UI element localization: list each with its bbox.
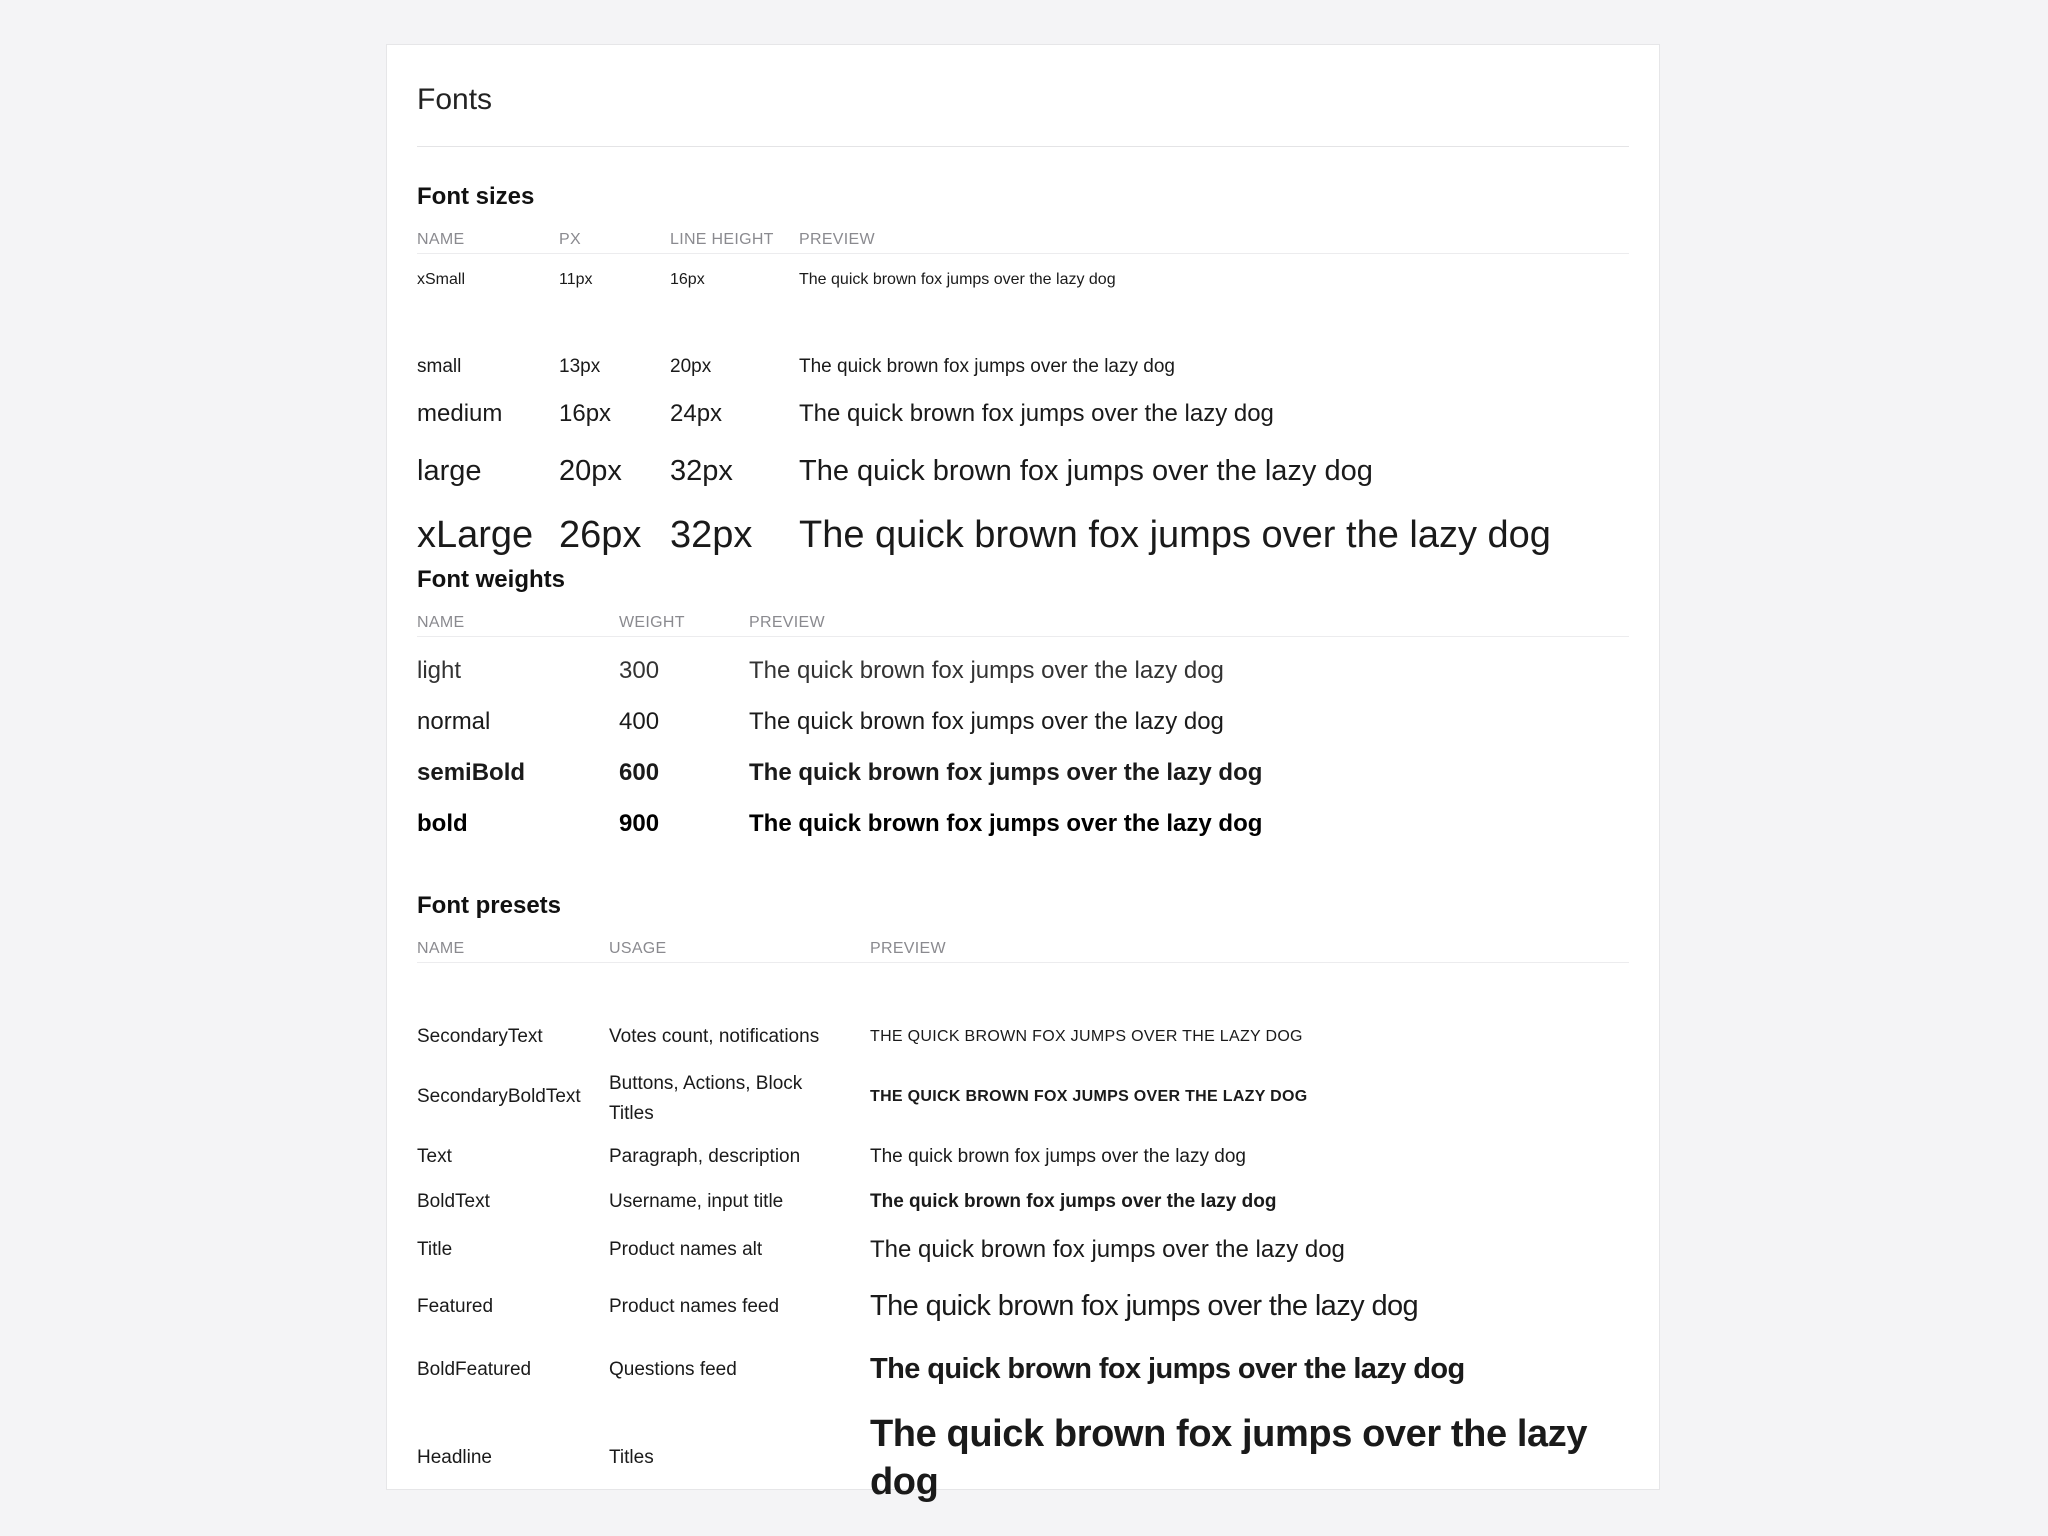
font-size-px: 16px (559, 400, 612, 427)
font-weights-col-weight: WEIGHT (619, 614, 685, 631)
font-weight-value: 900 (619, 810, 660, 837)
font-preset-usage: Product names feed (609, 1296, 780, 1317)
font-size-name: xSmall (417, 271, 466, 288)
font-presets-title: Font presets (417, 892, 562, 919)
font-sizes-title: Font sizes (417, 183, 535, 210)
font-weight-preview: The quick brown fox jumps over the lazy dog (749, 708, 1224, 735)
font-preset-preview: The quick brown fox jumps over the lazy dog (870, 1413, 1588, 1503)
font-weight-preview: The quick brown fox jumps over the lazy dog (749, 810, 1263, 837)
font-size-line-height: 32px (670, 514, 753, 556)
font-weight-name: normal (417, 708, 491, 735)
font-preset-preview: The quick brown fox jumps over the lazy dog (870, 1236, 1345, 1263)
font-size-px: 11px (559, 271, 593, 288)
font-preset-preview: The quick brown fox jumps over the lazy dog (870, 1353, 1465, 1385)
font-preset-preview: The quick brown fox jumps over the lazy dog (870, 1290, 1419, 1322)
font-size-preview: The quick brown fox jumps over the lazy dog (799, 356, 1175, 377)
font-weights-col-name: NAME (417, 614, 465, 631)
page-title: Fonts (417, 83, 493, 116)
font-preset-usage: Titles (609, 1447, 654, 1468)
font-sizes-col-px: PX (559, 231, 581, 248)
font-presets-col-preview: PREVIEW (870, 940, 946, 957)
font-preset-usage: Questions feed (609, 1359, 737, 1380)
font-weight-value: 600 (619, 759, 660, 786)
font-weight-value: 400 (619, 708, 660, 735)
font-presets-header-divider (417, 962, 1629, 963)
font-size-line-height: 20px (670, 356, 712, 377)
font-size-name: medium (417, 400, 503, 427)
fonts-card (386, 44, 1660, 1503)
font-preset-preview: THE QUICK BROWN FOX JUMPS OVER THE LAZY DOG (870, 1088, 1308, 1105)
font-size-name: large (417, 455, 482, 487)
font-preset-name: Text (417, 1146, 452, 1167)
font-weight-name: semiBold (417, 759, 526, 786)
font-sizes-header-divider (417, 253, 1629, 254)
font-preset-name: SecondaryBoldText (417, 1086, 581, 1107)
font-preset-preview: THE QUICK BROWN FOX JUMPS OVER THE LAZY DOG (870, 1028, 1303, 1045)
font-preset-name: Featured (417, 1296, 494, 1317)
font-preset-name: BoldFeatured (417, 1359, 532, 1380)
title-divider (417, 146, 1629, 147)
font-preset-name: BoldText (417, 1191, 490, 1212)
font-sizes-col-preview: PREVIEW (799, 231, 875, 248)
font-presets-col-usage: USAGE (609, 940, 667, 957)
font-weights-header-divider (417, 636, 1629, 637)
font-sizes-col-name: NAME (417, 231, 465, 248)
font-weights-col-preview: PREVIEW (749, 614, 825, 631)
font-size-line-height: 16px (670, 271, 705, 288)
font-size-name: xLarge (417, 514, 534, 556)
font-size-px: 26px (559, 514, 642, 556)
font-preset-usage: Buttons, Actions, Block Titles (609, 1073, 803, 1124)
font-preset-preview: The quick brown fox jumps over the lazy dog (870, 1146, 1246, 1167)
font-weight-name: light (417, 657, 462, 684)
font-preset-preview: The quick brown fox jumps over the lazy dog (870, 1191, 1277, 1212)
font-size-preview: The quick brown fox jumps over the lazy dog (799, 271, 1116, 288)
font-weight-preview: The quick brown fox jumps over the lazy dog (749, 657, 1224, 684)
font-size-preview: The quick brown fox jumps over the lazy dog (799, 400, 1274, 427)
font-preset-usage: Username, input title (609, 1191, 784, 1212)
font-preset-name: SecondaryText (417, 1026, 543, 1047)
font-size-px: 13px (559, 356, 601, 377)
font-presets-col-name: NAME (417, 940, 465, 957)
font-size-px: 20px (559, 455, 622, 487)
font-preset-name: Title (417, 1239, 453, 1260)
font-size-line-height: 24px (670, 400, 723, 427)
font-weight-name: bold (417, 810, 468, 837)
font-preset-name: Headline (417, 1447, 492, 1468)
font-weight-value: 300 (619, 657, 660, 684)
font-preset-usage: Product names alt (609, 1239, 763, 1260)
font-size-line-height: 32px (670, 455, 733, 487)
font-size-preview: The quick brown fox jumps over the lazy dog (799, 514, 1551, 556)
font-weight-preview: The quick brown fox jumps over the lazy dog (749, 759, 1263, 786)
font-sizes-col-line-height: LINE HEIGHT (670, 231, 774, 248)
font-weights-title: Font weights (417, 566, 565, 593)
font-preset-usage: Votes count, notifications (609, 1026, 820, 1047)
font-size-name: small (417, 356, 462, 377)
font-preset-usage: Paragraph, description (609, 1146, 801, 1167)
font-size-preview: The quick brown fox jumps over the lazy dog (799, 455, 1373, 487)
